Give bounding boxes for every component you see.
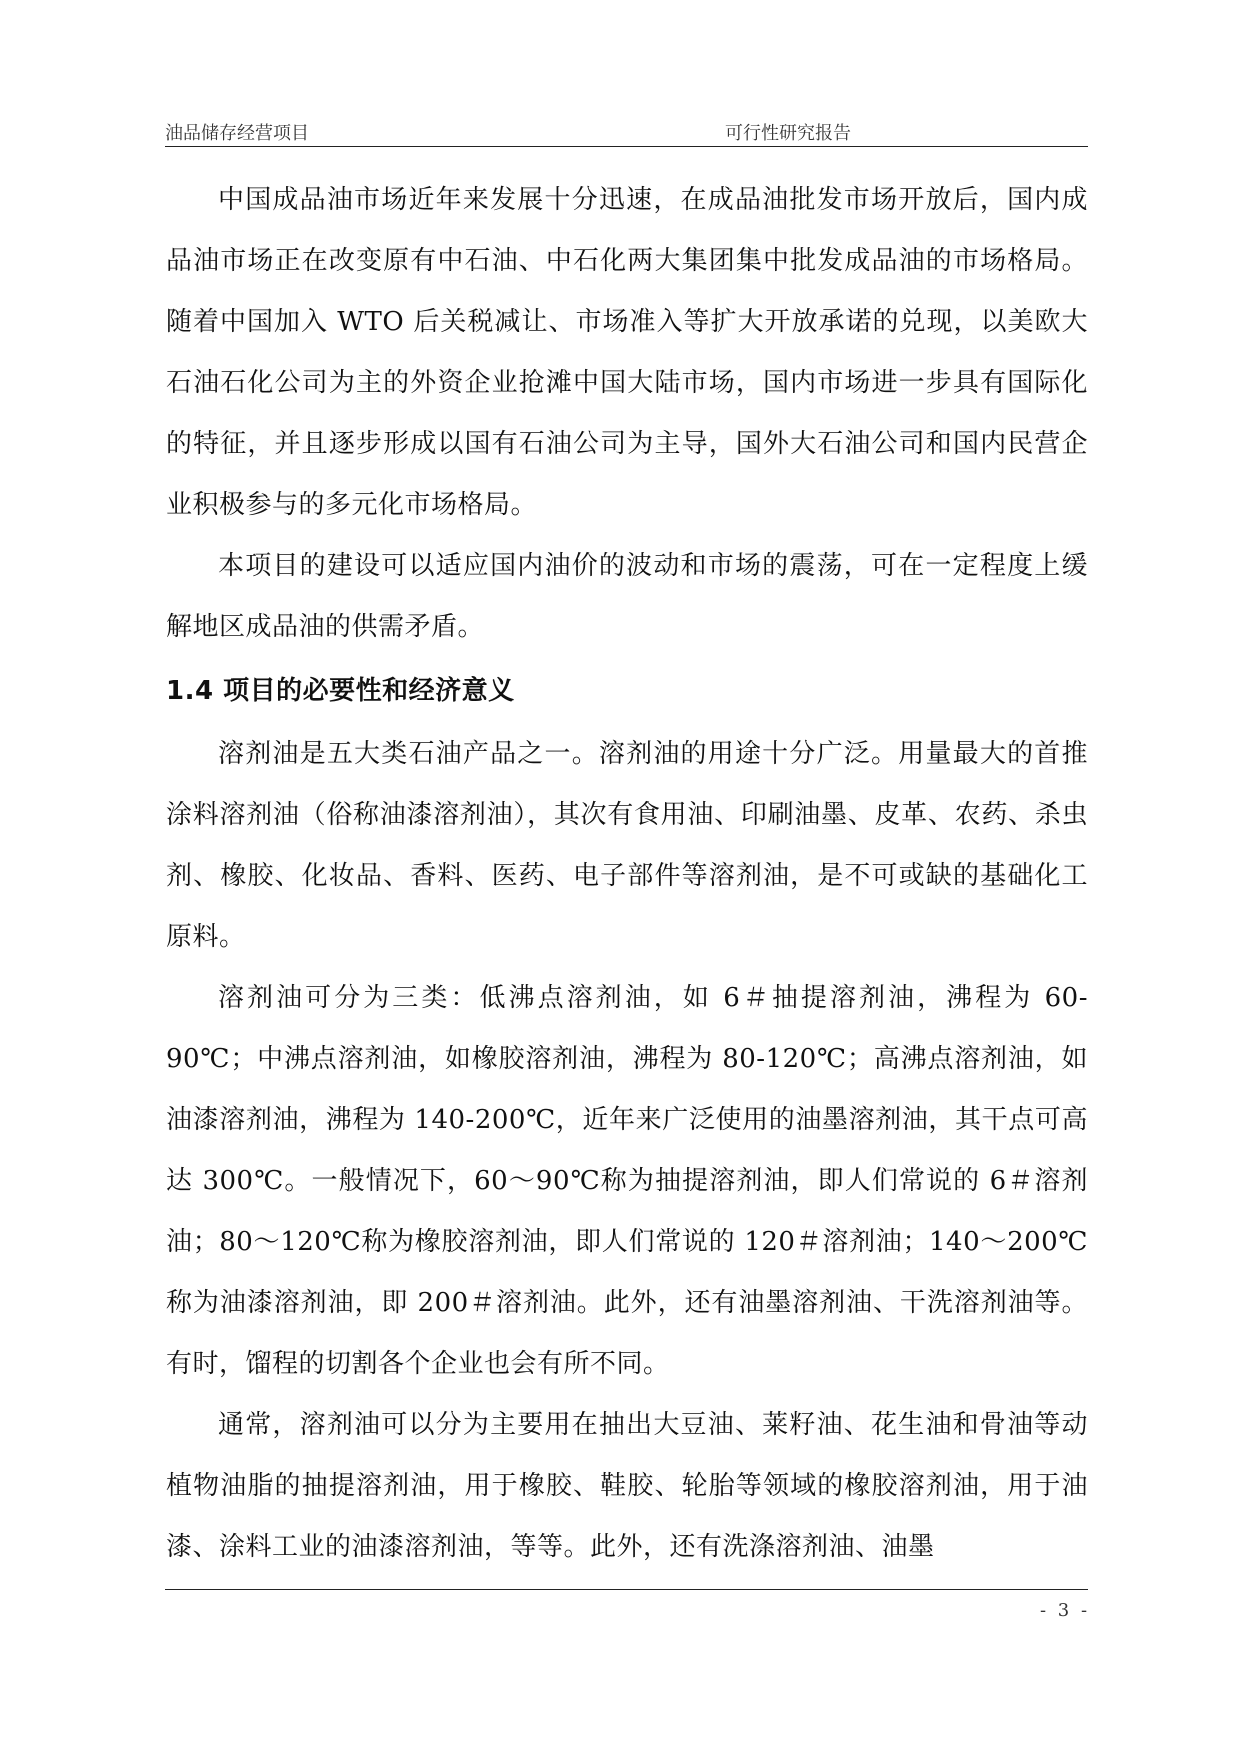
paragraph-solvent-oil-types: 通常，溶剂油可以分为主要用在抽出大豆油、莱籽油、花生油和骨油等动植物油脂的抽提溶剂油，用于橡胶、鞋胶、轮胎等领域的橡胶溶剂油，用于油漆、涂料工业的油漆溶剂油，等等。此外，还有洗涤溶剂油、油墨: [166, 1410, 1088, 1562]
page-header: [165, 117, 1088, 145]
header-divider: [165, 146, 1088, 147]
paragraph-market-overview: 中国成品油市场近年来发展十分迅速，在成品油批发市场开放后，国内成品油市场正在改变原有中石油、中石化两大集团集中批发成品油的市场格局。随着中国加入 WTO 后关税减让、市场准入等扩大开放承诺的兑现，以美欧大石油石化公司为主的外资企业抢滩中国大陆市场，国内市场进一步具有国际化的特征，并且逐步形成以国有石油公司为主导，国外大石油公司和国内民营企业积极参与的多元化市场格局。: [166, 185, 1088, 520]
footer-divider: [165, 1589, 1088, 1590]
body-text: [166, 170, 1088, 1578]
paragraph-solvent-oil-uses: 溶剂油是五大类石油产品之一。溶剂油的用途十分广泛。用量最大的首推涂料溶剂油（俗称油漆溶剂油），其次有食用油、印刷油墨、皮革、农药、杀虫剂、橡胶、化妆品、香料、医药、电子部件等溶剂油，是不可或缺的基础化工原料。: [166, 739, 1088, 952]
page-number: - 3 -: [1040, 1600, 1091, 1621]
header-report-title: 可行性研究报告: [725, 123, 851, 144]
section-heading: 1.4 项目的必要性和经济意义: [166, 676, 515, 706]
paragraph-solvent-oil-classes: 溶剂油可分为三类：低沸点溶剂油，如 6＃抽提溶剂油，沸程为 60-90℃；中沸点溶剂油，如橡胶溶剂油，沸程为 80-120℃；高沸点溶剂油，如油漆溶剂油，沸程为 140-200℃，近年来广泛使用的油墨溶剂油，其干点可高达 300℃。一般情况下，60～90℃称为抽提溶剂油，即人们常说的 6＃溶剂油；80～120℃称为橡胶溶剂油，即人们常说的 120＃溶剂油；140～200℃称为油漆溶剂油，即 200＃溶剂油。此外，还有油墨溶剂油、干洗溶剂油等。有时，馏程的切割各个企业也会有所不同。: [166, 983, 1088, 1379]
header-project-title: 油品储存经营项目: [165, 123, 309, 144]
paragraph-project-benefit: 本项目的建设可以适应国内油价的波动和市场的震荡，可在一定程度上缓解地区成品油的供需矛盾。: [166, 551, 1088, 642]
